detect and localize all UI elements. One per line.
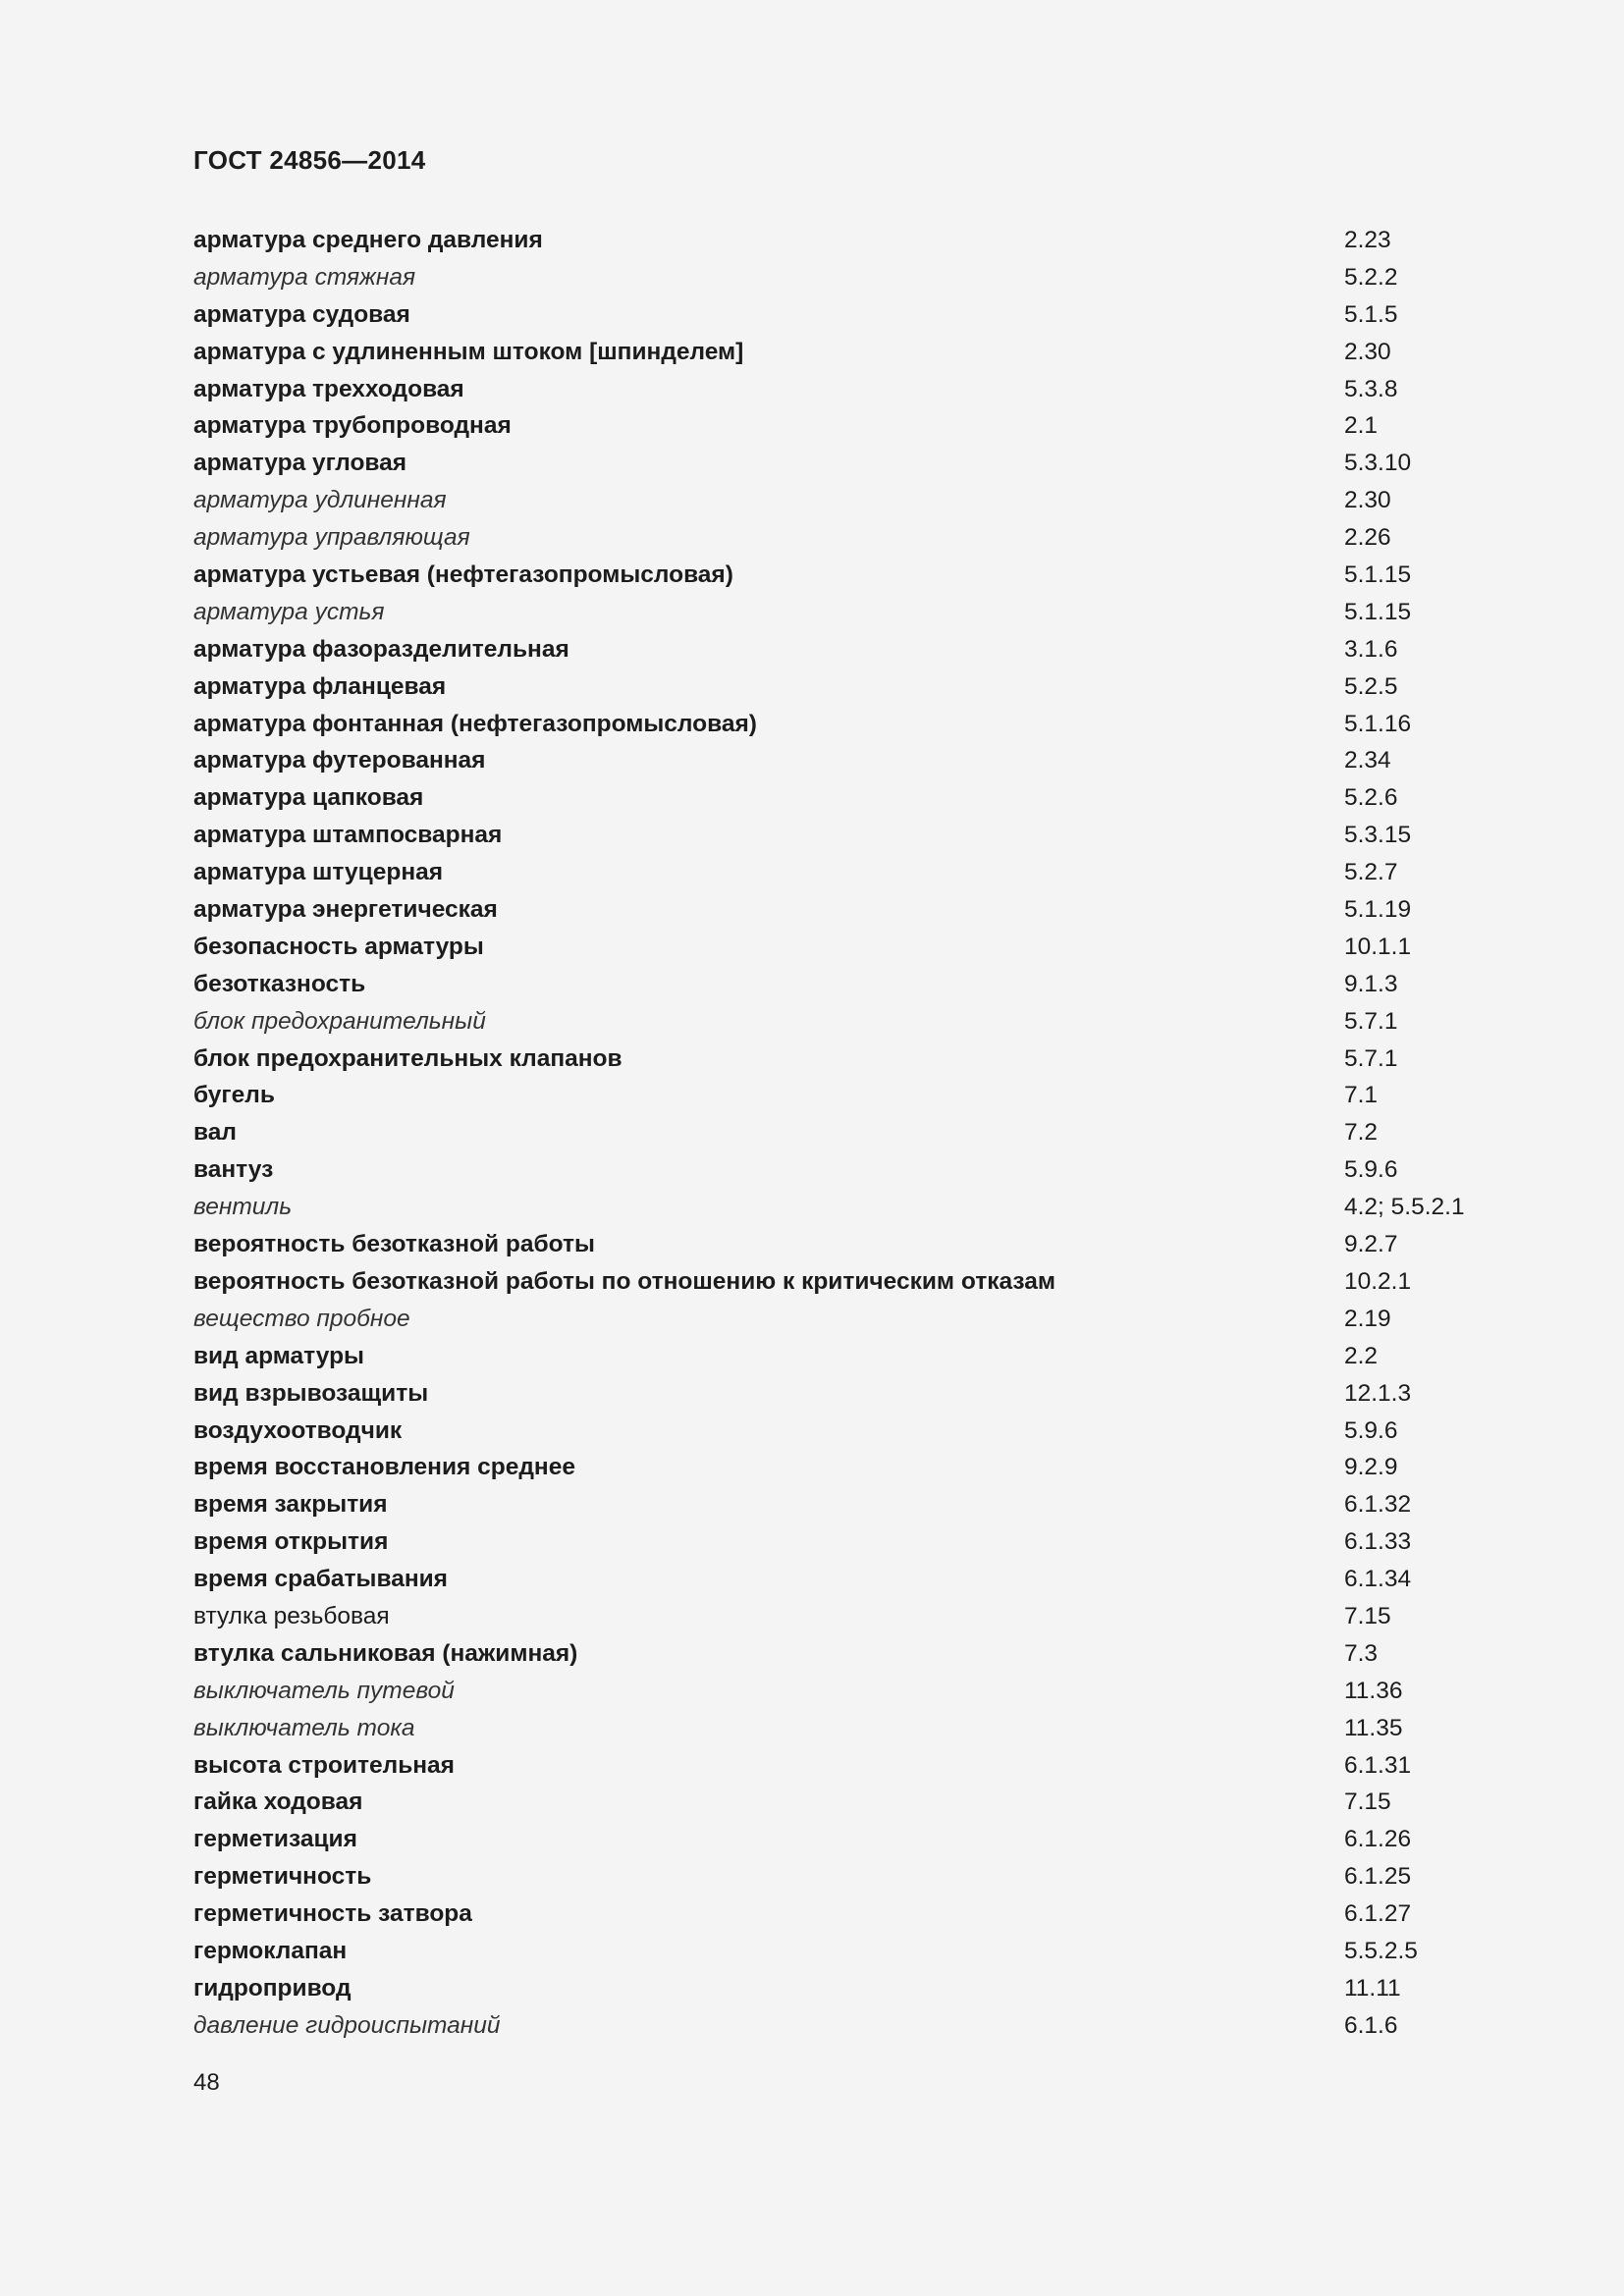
index-reference: 7.15 <box>1344 1789 1391 1816</box>
index-entry <box>193 1449 1480 1486</box>
index-term: арматура штуцерная <box>193 859 444 886</box>
index-reference: 7.1 <box>1344 1082 1379 1109</box>
index-entry <box>193 1821 1480 1858</box>
index-term: гайка ходовая <box>193 1789 363 1816</box>
index-entry <box>193 371 1480 408</box>
index-entry <box>193 407 1480 445</box>
index-entry <box>193 1710 1480 1747</box>
index-reference: 5.3.8 <box>1344 375 1398 402</box>
index-reference: 10.2.1 <box>1344 1267 1412 1295</box>
index-entry <box>193 1523 1480 1561</box>
index-term: арматура с удлиненным штоком [шпинделем] <box>193 338 744 365</box>
index-term: выключатель путевой <box>193 1677 455 1704</box>
index-term: безотказность <box>193 970 366 997</box>
index-term: время открытия <box>193 1528 389 1556</box>
index-term: вероятность безотказной работы по отношению к критическим отказам <box>193 1267 1056 1295</box>
index-entry <box>193 1598 1480 1635</box>
index-term: воздухоотводчик <box>193 1416 403 1444</box>
index-reference: 9.2.7 <box>1344 1231 1398 1258</box>
index-reference: 2.23 <box>1344 227 1391 253</box>
index-entry <box>193 1151 1480 1189</box>
index-entry <box>193 1784 1480 1821</box>
index-reference: 7.15 <box>1344 1602 1391 1629</box>
index-term: арматура стяжная <box>193 263 416 291</box>
index-term: арматура судовая <box>193 300 410 328</box>
index-reference: 3.1.6 <box>1344 635 1398 663</box>
index-term: арматура футерованная <box>193 747 486 774</box>
index-entry <box>193 1338 1480 1375</box>
index-list <box>193 222 1480 2045</box>
index-entry <box>193 1635 1480 1673</box>
index-term: гермоклапан <box>193 1937 348 1964</box>
index-term: время восстановления среднее <box>193 1454 575 1481</box>
index-term: время закрытия <box>193 1491 388 1519</box>
index-reference: 10.1.1 <box>1344 933 1412 960</box>
index-entry <box>193 1189 1480 1226</box>
index-term: вентиль <box>193 1194 293 1221</box>
index-term: арматура цапковая <box>193 784 424 812</box>
index-term: втулка резьбовая <box>193 1602 390 1629</box>
index-term: арматура фонтанная (нефтегазопромысловая) <box>193 710 757 737</box>
index-term: вантуз <box>193 1156 274 1184</box>
index-entry <box>193 1003 1480 1041</box>
index-reference: 5.5.2.5 <box>1344 1937 1418 1964</box>
index-reference: 5.1.19 <box>1344 896 1412 924</box>
index-term: арматура фазоразделительная <box>193 635 569 663</box>
index-reference: 6.1.26 <box>1344 1826 1412 1853</box>
index-term: арматура угловая <box>193 450 407 477</box>
index-entry <box>193 334 1480 371</box>
index-term: втулка сальниковая (нажимная) <box>193 1639 578 1667</box>
index-entry <box>193 557 1480 594</box>
index-entry <box>193 854 1480 891</box>
index-entry <box>193 1301 1480 1338</box>
index-term: арматура устьевая (нефтегазопромысловая) <box>193 561 733 589</box>
index-entry <box>193 1413 1480 1450</box>
index-entry <box>193 1263 1480 1301</box>
index-entry <box>193 1896 1480 1933</box>
index-term: давление гидроиспытаний <box>193 2011 501 2039</box>
index-term: герметизация <box>193 1826 357 1853</box>
index-reference: 5.9.6 <box>1344 1156 1398 1184</box>
index-reference: 6.1.6 <box>1344 2011 1398 2039</box>
index-entry <box>193 668 1480 706</box>
index-reference: 7.3 <box>1344 1639 1379 1667</box>
index-reference: 6.1.31 <box>1344 1751 1412 1779</box>
index-entry <box>193 631 1480 668</box>
index-entry <box>193 1858 1480 1896</box>
index-term: арматура фланцевая <box>193 672 447 700</box>
index-reference: 5.2.2 <box>1344 263 1398 291</box>
index-reference: 4.2; 5.5.2.1 <box>1344 1194 1465 1221</box>
index-term: арматура управляющая <box>193 524 470 552</box>
index-reference: 5.1.16 <box>1344 710 1412 737</box>
index-reference: 2.1 <box>1344 412 1379 440</box>
index-reference: 2.2 <box>1344 1342 1379 1369</box>
index-reference: 5.9.6 <box>1344 1416 1398 1444</box>
index-reference: 5.3.10 <box>1344 450 1412 477</box>
index-reference: 6.1.33 <box>1344 1528 1412 1556</box>
index-reference: 5.2.7 <box>1344 859 1398 886</box>
index-reference: 2.34 <box>1344 747 1391 774</box>
index-entry <box>193 519 1480 557</box>
index-entry <box>193 966 1480 1003</box>
index-reference: 6.1.32 <box>1344 1491 1412 1519</box>
index-reference: 5.7.1 <box>1344 1007 1398 1035</box>
index-entry <box>193 222 1480 259</box>
index-reference: 5.1.15 <box>1344 561 1412 589</box>
index-term: вероятность безотказной работы <box>193 1231 595 1258</box>
index-term: арматура штампосварная <box>193 822 503 849</box>
index-term: безопасность арматуры <box>193 933 484 960</box>
index-entry <box>193 259 1480 296</box>
index-term: блок предохранительный <box>193 1007 486 1035</box>
index-entry <box>193 1561 1480 1598</box>
index-term: блок предохранительных клапанов <box>193 1044 623 1072</box>
index-term: вещество пробное <box>193 1305 410 1332</box>
index-entry <box>193 891 1480 929</box>
index-reference: 12.1.3 <box>1344 1379 1412 1407</box>
index-entry <box>193 445 1480 482</box>
index-entry <box>193 1041 1480 1078</box>
index-entry <box>193 1375 1480 1413</box>
index-entry <box>193 1077 1480 1114</box>
index-entry <box>193 929 1480 966</box>
index-reference: 7.2 <box>1344 1119 1379 1147</box>
index-term: арматура трехходовая <box>193 375 464 402</box>
index-entry <box>193 1486 1480 1523</box>
index-reference: 11.35 <box>1344 1714 1403 1741</box>
index-term: высота строительная <box>193 1751 455 1779</box>
index-reference: 5.7.1 <box>1344 1044 1398 1072</box>
index-term: арматура трубопроводная <box>193 412 512 440</box>
index-reference: 11.11 <box>1344 1974 1401 2002</box>
index-reference: 9.2.9 <box>1344 1454 1398 1481</box>
index-reference: 6.1.25 <box>1344 1863 1412 1891</box>
index-reference: 2.30 <box>1344 487 1391 514</box>
index-term: арматура среднего давления <box>193 227 543 253</box>
index-reference: 2.19 <box>1344 1305 1391 1332</box>
index-reference: 2.26 <box>1344 524 1391 552</box>
index-entry <box>193 1747 1480 1785</box>
index-reference: 5.2.5 <box>1344 672 1398 700</box>
index-entry <box>193 1673 1480 1710</box>
index-entry <box>193 1933 1480 1970</box>
index-term: гидропривод <box>193 1974 352 2002</box>
index-reference: 5.3.15 <box>1344 822 1412 849</box>
index-term: вид взрывозащиты <box>193 1379 429 1407</box>
index-reference: 2.30 <box>1344 338 1391 365</box>
index-reference: 11.36 <box>1344 1677 1403 1704</box>
index-entry <box>193 817 1480 854</box>
index-entry <box>193 779 1480 817</box>
index-reference: 6.1.27 <box>1344 1900 1412 1928</box>
index-entry <box>193 2007 1480 2045</box>
index-reference: 6.1.34 <box>1344 1566 1412 1593</box>
index-entry <box>193 296 1480 334</box>
index-entry <box>193 1226 1480 1263</box>
index-term: арматура устья <box>193 598 385 625</box>
index-reference: 5.1.5 <box>1344 300 1398 328</box>
index-term: выключатель тока <box>193 1714 415 1741</box>
index-entry <box>193 1970 1480 2007</box>
index-reference: 9.1.3 <box>1344 970 1398 997</box>
index-term: арматура энергетическая <box>193 896 498 924</box>
index-term: вид арматуры <box>193 1342 364 1369</box>
index-term: герметичность <box>193 1863 372 1891</box>
index-entry <box>193 482 1480 519</box>
index-term: бугель <box>193 1082 275 1109</box>
index-entry <box>193 1114 1480 1151</box>
index-term: вал <box>193 1119 237 1147</box>
index-term: герметичность затвора <box>193 1900 472 1928</box>
index-entry <box>193 742 1480 779</box>
index-term: арматура удлиненная <box>193 487 447 514</box>
index-reference: 5.2.6 <box>1344 784 1398 812</box>
document-header: ГОСТ 24856—2014 <box>193 145 426 175</box>
index-entry <box>193 594 1480 631</box>
index-entry <box>193 706 1480 743</box>
index-reference: 5.1.15 <box>1344 598 1412 625</box>
page-number: 48 <box>193 2069 220 2096</box>
index-term: время срабатывания <box>193 1566 448 1593</box>
